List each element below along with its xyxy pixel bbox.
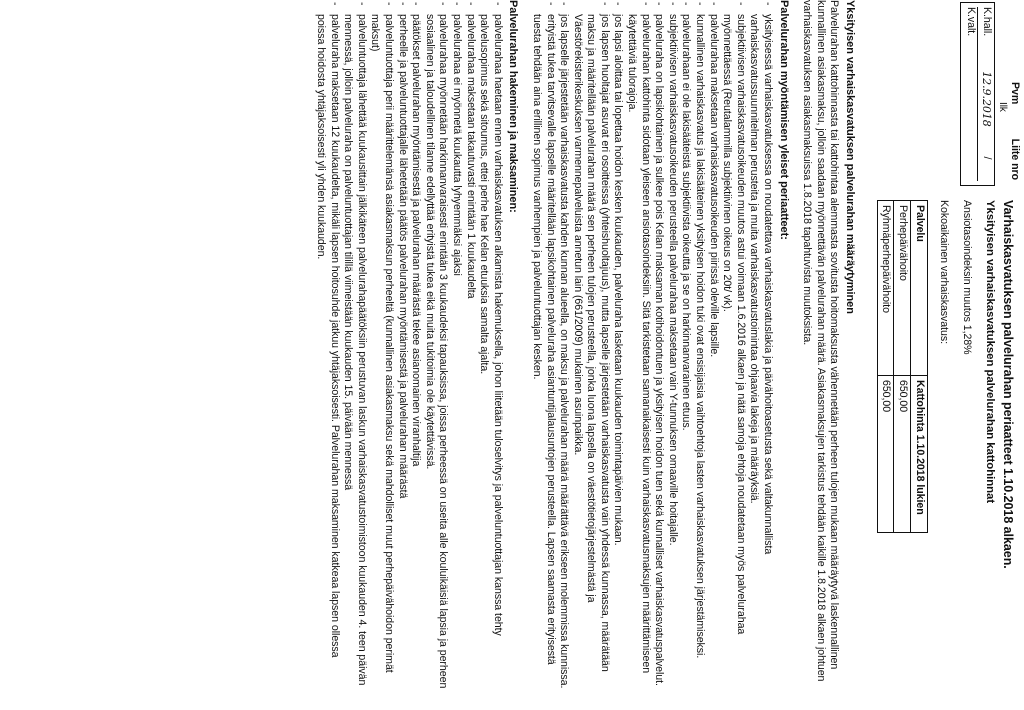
list-item: - yksityisessä varhaiskasvatuksessa on noudatettava varhaiskasvatuslakia ja päivähoitoasetusta sekä valtakunnallista varhaiskasvatussuunnitelman perusteita ja muita varhaiskasvatustoimintaa ohjaavia lakeja ja määräyksiä. xyxy=(747,0,774,690)
list-item: - palvelurahaa myönnetään harkinnanvaraisesti enintään 3 kuukaudeksi tapauksissa, joissa perheessä on useita alle kouluikäisiä lapsia ja perheen sosiaalinen ja taloudellinen tilanne edellyttää erityistä tukea eikä muita tukitoimia ole käytettävissä. xyxy=(422,0,449,690)
fee-table-cell: Perhepäivähoito xyxy=(894,201,911,376)
fee-table-header xyxy=(911,201,928,533)
principles-list xyxy=(529,0,774,690)
section-paragraph: Palvelurahan kattohinnasta tai kattohintaa alemmasta sovitusta hoitomaksusta vähennetään perheen tulojen mukaan määräytyvä laskennallinen kunnallinen asiakasmaksu, jolloin saadaan myönnettävän palvelurahan määrä. Asiakasmaksujen tarkistus tehdään kaikille 1.8.2018 alkaen johtuen varhaiskasvatuksen asiakasmaksuissa 1.8.2018 tapahtuvista muutoksista. xyxy=(801,0,841,682)
section-heading: Palvelurahan hakeminen ja maksaminen: xyxy=(507,0,520,213)
index-change-text: Ansiotasoindeksin muutos 1,28% xyxy=(960,200,973,355)
document-body xyxy=(303,0,856,690)
fee-table-cell: Ryhmäperhepäivähoito xyxy=(877,201,894,376)
fee-table xyxy=(877,200,928,533)
stamp-pvm-label: Pvm xyxy=(1009,82,1021,105)
list-item: - palvelurahaa ei myönnetä kuukautta lyhyemmäksi ajaksi xyxy=(449,0,463,690)
list-item: - erityistä tukea tarvitsevalle lapselle määritellään lapsikohtainen palveluraha asiantuntijalausuntojen perusteella. Lapsen saamasta erityisestä tuesta tehdään aina erillinen sopimus vanhempien ja palveluntuottajan kesken. xyxy=(529,0,556,690)
list-item: - jos lapselle järjestetään varhaiskasvatusta kahden kunnan alueella, on maksu ja palvelurahan määrä määrättävä erikseen molemmissa kunnissa. xyxy=(557,0,571,690)
stamp-khall-date: 12.9.2018 xyxy=(979,71,993,127)
list-item: - palvelurahaa maksetaan takautuvasti enintään 1 kuukaudelta xyxy=(463,0,477,690)
stamp-khall-number: / xyxy=(980,156,993,160)
fulltime-label: Kokoaikainen varhaiskasvatus: xyxy=(938,200,951,345)
fee-table-header-cell: Kattohinta 1.10.2018 lukien xyxy=(911,376,928,533)
fee-table-cell: 650,00 xyxy=(894,376,911,533)
fee-table-row xyxy=(877,201,894,533)
list-item: - päätökset palvelurahan myöntämisestä ja palvelurahan määrästä tekee asianomainen viranhaltija xyxy=(409,0,423,690)
stamp-row-khall xyxy=(977,7,993,181)
application-list xyxy=(313,0,503,690)
list-item: - palveluntuottaja perii määrittelemänsä asiakasmaksun perheeltä (kunnallinen asiakasmaksu sekä mahdolliset muut perhepäivähoidon perimät maksut) xyxy=(368,0,395,690)
fee-table-header-cell: Palvelu xyxy=(911,201,928,376)
section-heading: Yksityisen varhaiskasvatuksen palvelurahan määräytyminen xyxy=(844,0,856,314)
stamp-kvalt-label: K.valt. xyxy=(964,7,977,37)
list-item: - perheelle ja palveluntuottajalle lähetetään päätös palvelurahan myöntämisestä ja palvelurahan määrästä xyxy=(395,0,409,690)
list-item: - subjektiivisen varhaiskasvatusoikeuden muutos astui voimaan 1.6.2016 alkaen ja nätä samoja ehtoja noudatetaan myös palvelurahaa myönnettäessä (Reutalammilla subjektiivinen oikeus on 20t/ vk). xyxy=(720,0,747,690)
stamp-khall-label: K.hall. xyxy=(980,7,993,37)
list-item: - jos lapsen huoltajat asuvat eri osoitteissa (yhteishuoltajuus), mutta lapselle järjestetään varhaiskasvatusta vain yhdessä kunnassa, määrätään maksu ja määritellään palvelurahan määrä sen perheen tulojen perusteella, jonka luona lapsella on väestötietojärjestelmästä ja Väestörekisterikeskuksen varmennepalveluista annetun lain (661/2009) mukainen asuinpaikka. xyxy=(570,0,611,690)
list-item: - palvelurahaa maksetaan varhaiskasvatusoikeuden piirissä oleville lapsille. xyxy=(706,0,720,690)
fee-table-row xyxy=(894,201,911,533)
document-header xyxy=(865,200,1014,690)
fee-table-cell: 650,00 xyxy=(877,376,894,533)
approval-stamp xyxy=(960,2,1021,186)
stamp-liite-label: Liite nro xyxy=(1009,138,1021,180)
stamp-box xyxy=(960,2,995,186)
list-item: - subjektiivisen varhaiskasvatusoikeuden perusteella palvelurahaa maksetaan vain Y-tunnuksen omaaville hoitajalle. xyxy=(665,0,679,690)
list-item: - palveluraha on lapsikohtainen ja sulkee pois Kelan maksaman kotihoidontuen ja yksityisen hoidon tuen sekä kunnalliset varhaiskasvatuspalvelut. xyxy=(652,0,666,690)
list-item: - palveluraha maksetaan 12 kuukaudelta, mikäli lapsen hoitosuhde jatkuu yhtäjaksoisesti. Palvelurahan maksaminen katkeaa lapsen ollessa poissa hoidosta yhtäjaksoisesti yli yhden kuukauden. xyxy=(313,0,340,690)
list-item: - kunnallinen varhaiskasvatus ja lakisääteinen yksityisen hoidon tuki ovat ensisijaisia vaihtoehtoja lasten varhaiskasvatuksen järjestämiseksi. xyxy=(692,0,706,690)
list-item: - palvelurahan kattohinta sidotaan yleiseen ansiotasoindeksiin. Sitä tarkistetaan samanaikaisesti kuin varhaiskasvatusmaksujen määrittämiseen käytettäviä tulorajoja. xyxy=(625,0,652,690)
stamp-ilk-label: Ilk xyxy=(997,102,1008,112)
document-title: Varhaiskasvatuksen palvelurahan periaatteet 1.10.2018 alkaen. xyxy=(1001,200,1015,569)
list-item: - palvelurahaa haetaan ennen varhaiskasvatuksen alkamista hakemuksella, johon liitetään tuloselvitys ja palveluntuottajan kanssa tehty palvelusopimus sekä sitoumus, ettei perhe hae Kelan etuuksia samalta ajalta. xyxy=(477,0,504,690)
list-item: - palvelurahaan ei ole lakisääteistä subjektiivista oikeutta ja se on harkinnanvarainen etuus. xyxy=(679,0,693,690)
list-item: - palveluntuottaja lähettää kuukausittain jälkikäteen palvelurahapäätöksiin perustuvan laskun varhaiskasvatustoimistoon kuukauden 4. teen päivän mennessä, jolloin palveluraha on palveluntuottajan tilillä viimeistään kuukauden 15. päivään mennessä xyxy=(341,0,368,690)
stamp-row-kvalt xyxy=(962,7,977,181)
section-heading: Palvelurahan myöntämisen yleiset periaatteet: xyxy=(777,0,790,240)
list-item: - jos lapsi aloittaa tai lopettaa hoidon kesken kuukauden, palveluraha lasketaan kuukauden toimintapäivien mukaan. xyxy=(611,0,625,690)
document-subtitle: Yksityisen varhaiskasvatuksen palvelurahan kattohinnat xyxy=(984,200,997,504)
